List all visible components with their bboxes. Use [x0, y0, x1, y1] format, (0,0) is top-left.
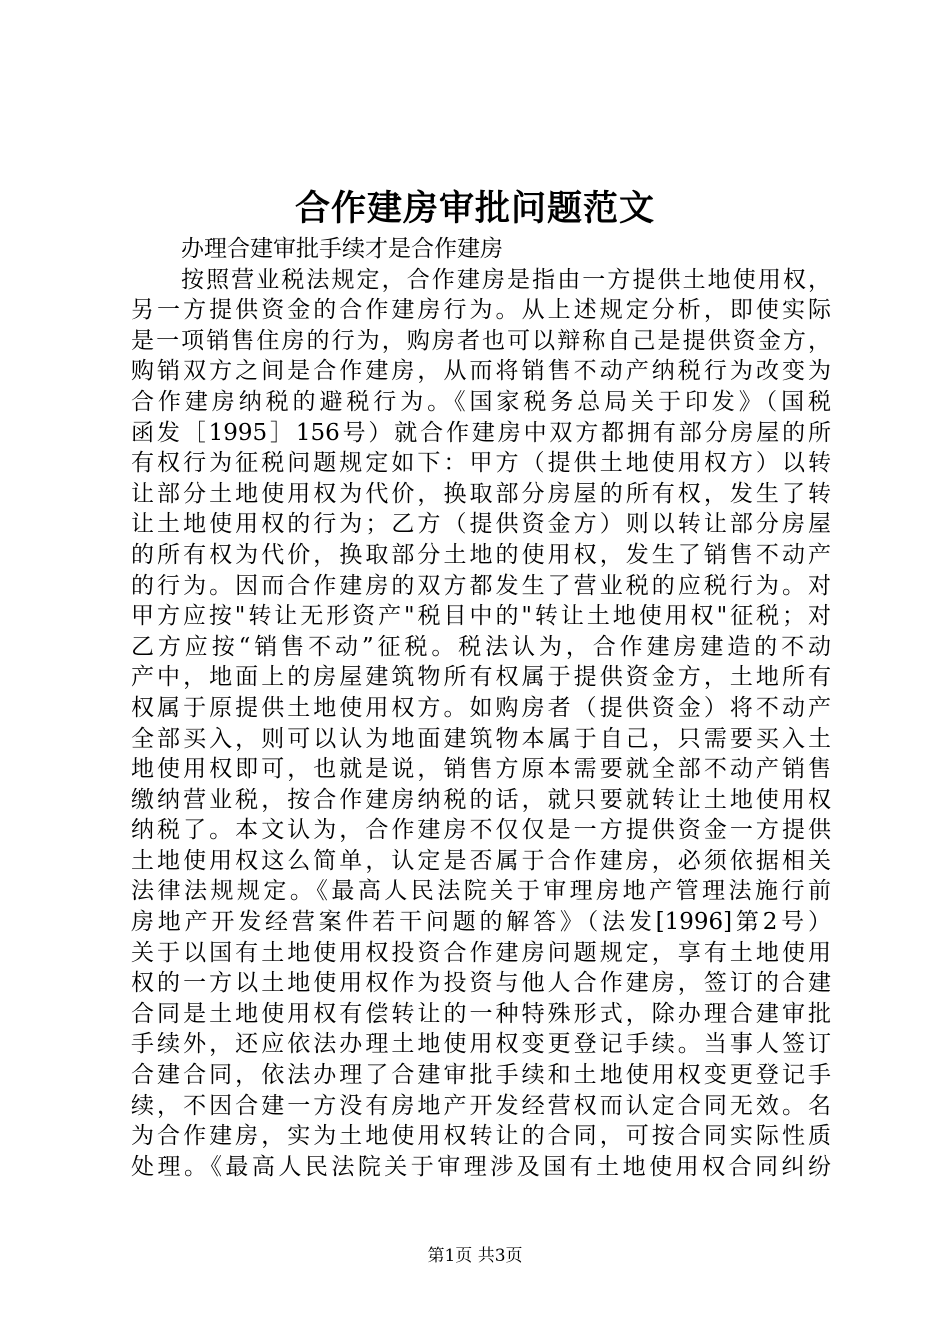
body-line: 手续外，还应依法办理土地使用权变更登记手续。当事人签订	[131, 1031, 831, 1058]
body-line: 缴纳营业税，按合作建房纳税的话，就只要就转让土地使用权	[131, 786, 831, 813]
body-line: 全部买入，则可以认为地面建筑物本属于自己，只需要买入土	[131, 725, 831, 752]
body-line: 的行为。因而合作建房的双方都发生了营业税的应税行为。对	[131, 572, 831, 599]
body-line: 合同是土地使用权有偿转让的一种特殊形式，除办理合建审批	[131, 1000, 831, 1027]
body-line: 纳税了。本文认为，合作建房不仅仅是一方提供资金一方提供	[131, 817, 831, 844]
body-line: 权属于原提供土地使用权方。如购房者（提供资金）将不动产	[131, 694, 831, 721]
body-line: 购销双方之间是合作建房，从而将销售不动产纳税行为改变为	[131, 358, 831, 385]
page-footer: 第1页 共3页	[427, 1246, 523, 1266]
body-line: 甲方应按"转让无形资产"税目中的"转让土地使用权"征税；对	[131, 603, 831, 630]
body-line: 让土地使用权的行为；乙方（提供资金方）则以转让部分房屋	[131, 511, 831, 538]
body-line: 乙方应按“销售不动”征税。税法认为，合作建房建造的不动	[131, 633, 831, 660]
body-line: 有权行为征税问题规定如下：甲方（提供土地使用权方）以转	[131, 450, 831, 477]
body-line: 续，不因合建一方没有房地产开发经营权而认定合同无效。名	[131, 1092, 831, 1119]
document-body	[131, 234, 831, 1182]
body-line: 地使用权即可，也就是说，销售方原本需要就全部不动产销售	[131, 756, 831, 783]
body-line: 是一项销售住房的行为，购房者也可以辩称自己是提供资金方，	[131, 327, 831, 354]
body-line: 权的一方以土地使用权作为投资与他人合作建房，签订的合建	[131, 970, 831, 997]
body-line: 合建合同，依法办理了合建审批手续和土地使用权变更登记手	[131, 1062, 831, 1089]
body-line: 土地使用权这么简单，认定是否属于合作建房，必须依据相关	[131, 847, 831, 874]
body-line: 另一方提供资金的合作建房行为。从上述规定分析，即使实际	[131, 297, 831, 324]
body-line: 产中，地面上的房屋建筑物所有权属于提供资金方，土地所有	[131, 664, 831, 691]
body-line: 为合作建房，实为土地使用权转让的合同，可按合同实际性质	[131, 1123, 831, 1150]
body-line: 按照营业税法规定，合作建房是指由一方提供土地使用权，	[181, 266, 831, 293]
body-line: 法律法规规定。《最高人民法院关于审理房地产管理法施行前	[131, 878, 831, 905]
body-line: 的所有权为代价，换取部分土地的使用权，发生了销售不动产	[131, 541, 831, 568]
body-line: 处理。《最高人民法院关于审理涉及国有土地使用权合同纠纷	[131, 1153, 831, 1180]
body-line: 办理合建审批手续才是合作建房	[181, 236, 503, 262]
body-line: 关于以国有土地使用权投资合作建房问题规定，享有土地使用	[131, 939, 831, 966]
body-line: 合作建房纳税的避税行为。《国家税务总局关于印发》（国税	[131, 388, 831, 415]
body-line: 函发［1995］156号）就合作建房中双方都拥有部分房屋的所	[131, 419, 831, 446]
body-line: 房地产开发经营案件若干问题的解答》（法发[1996]第2号）	[131, 909, 831, 936]
document-title: 合作建房审批问题范文	[294, 188, 655, 229]
body-line: 让部分土地使用权为代价，换取部分房屋的所有权，发生了转	[131, 480, 831, 507]
